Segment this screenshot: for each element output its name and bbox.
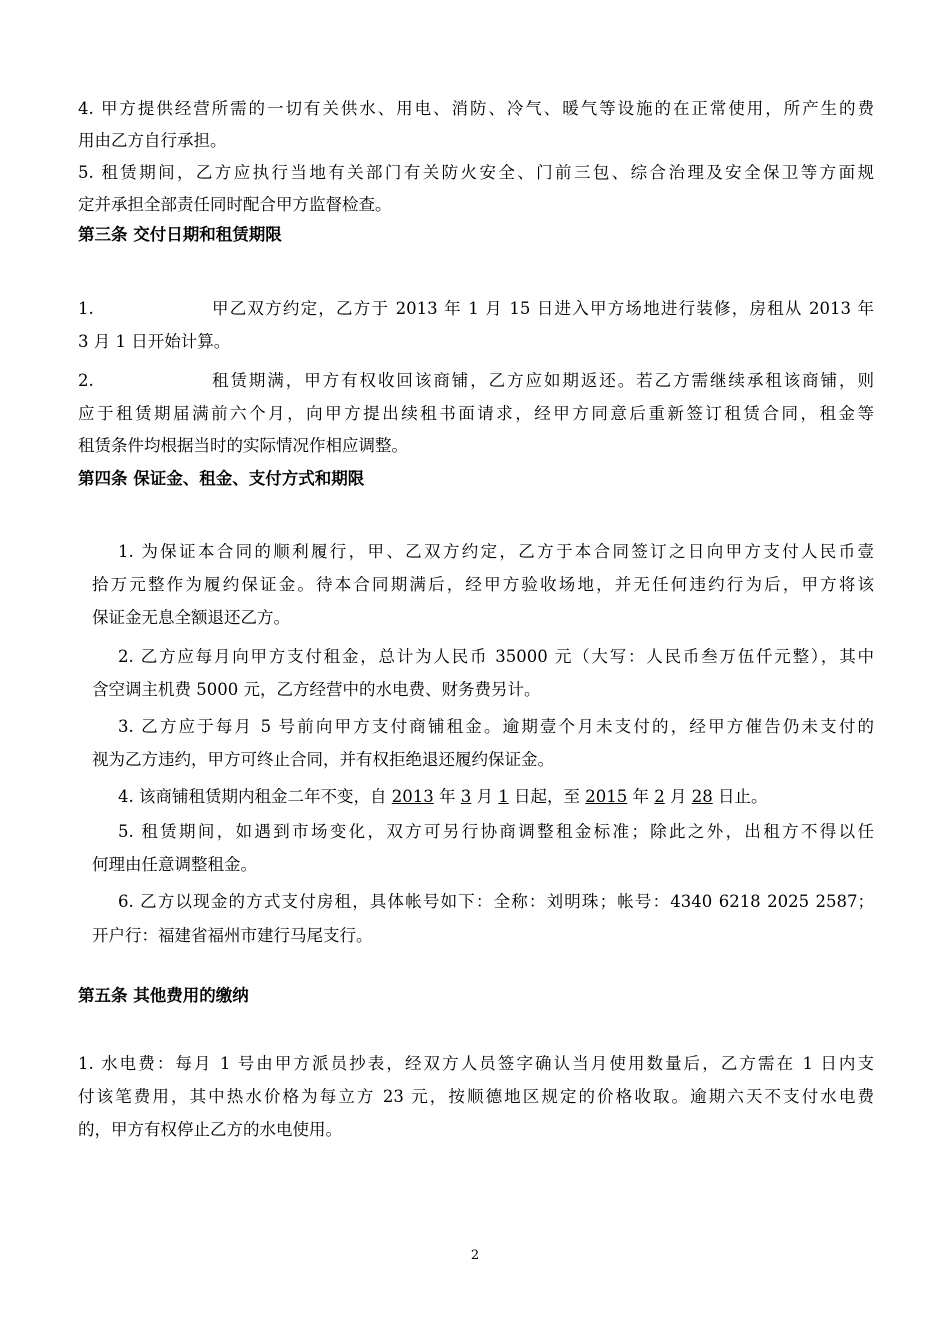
clause-4-1-line-2: 拾万元整作为履约保证金。待本合同期满后，经甲方验收场地，并无任何违约行为后，甲方将该 (92, 575, 874, 594)
text-month-2: 月 (664, 787, 692, 806)
text-month: 月 (471, 787, 499, 806)
clause-4-5-line-2: 何理由任意调整租金。 (92, 855, 257, 874)
clause-3-2-line-2: 应于租赁期届满前六个月，向甲方提出续租书面请求，经甲方同意后重新签订租赁合同，租金等 (78, 404, 874, 423)
start-day: 1 (498, 787, 509, 806)
clause-4-5-line-1: 5. 租赁期间，如遇到市场变化，双方可另行协商调整租金标准；除此之外，出租方不得以任 (118, 822, 874, 841)
clause-5-1-line-2: 付该笔费用，其中热水价格为每立方 23 元，按顺德地区规定的价格收取。逾期六天不支付水电费 (78, 1087, 874, 1106)
end-year: 2015 (585, 787, 628, 806)
clause-4-2-line-2: 含空调主机费 5000 元，乙方经营中的水电费、财务费另计。 (92, 680, 541, 699)
page-number: 2 (470, 1248, 480, 1263)
clause-4-1-line-1: 1. 为保证本合同的顺利履行，甲、乙双方约定，乙方于本合同签订之日向甲方支付人民币壹 (118, 542, 874, 561)
clause-4-2-line-1: 2. 乙方应每月向甲方支付租金，总计为人民币 35000 元（大写：人民币叁万伍仟元整），其中 (118, 647, 874, 666)
clause-5-1-line-3: 的，甲方有权停止乙方的水电使用。 (78, 1120, 342, 1139)
clause-3-1-line-1: 甲乙双方约定，乙方于 2013 年 1 月 15 日进入甲方场地进行装修，房租从 2013 年 (212, 299, 874, 318)
clause-3-2-line-3: 租赁条件均根据当时的实际情况作相应调整。 (78, 436, 408, 455)
clause-3-1-number: 1. (78, 299, 94, 318)
clause-3-1-line-2: 3 月 1 日开始计算。 (78, 332, 231, 351)
end-month: 2 (654, 787, 665, 806)
clause-5-1-line-1: 1. 水电费：每月 1 号由甲方派员抄表，经双方人员签字确认当月使用数量后，乙方需在 1 日内支 (78, 1054, 874, 1073)
text-until: 日止。 (712, 787, 768, 806)
clause-4-3-line-2: 视为乙方违约，甲方可终止合同，并有权拒绝退还履约保证金。 (92, 750, 554, 769)
clause-4-6-line-1: 6. 乙方以现金的方式支付房租，具体帐号如下：全称：刘明珠；帐号：4340 6218 2025 2587； (118, 892, 874, 911)
clause-4-6-line-2: 开户行：福建省福州市建行马尾支行。 (92, 926, 373, 945)
clause-2-4-line-2: 用由乙方自行承担。 (78, 131, 227, 150)
clause-4-4-prefix: 4. 该商铺租赁期内租金二年不变，自 (118, 787, 392, 806)
text-year-2: 年 (627, 787, 655, 806)
clause-3-2-number: 2. (78, 371, 94, 390)
section-3-heading: 第三条 交付日期和租赁期限 (78, 225, 282, 244)
clause-2-4-line-1: 4. 甲方提供经营所需的一切有关供水、用电、消防、冷气、暖气等设施的在正常使用，所产生的费 (78, 99, 874, 118)
text-year: 年 (433, 787, 461, 806)
text-from: 日起，至 (508, 787, 586, 806)
clause-2-5-line-2: 定并承担全部责任同时配合甲方监督检查。 (78, 195, 392, 214)
clause-4-1-line-3: 保证金无息全额退还乙方。 (92, 608, 290, 627)
clause-4-4 (118, 786, 767, 808)
section-4-heading: 第四条 保证金、租金、支付方式和期限 (78, 469, 365, 488)
clause-4-3-line-1: 3. 乙方应于每月 5 号前向甲方支付商铺租金。逾期壹个月未支付的，经甲方催告仍未支付的 (118, 717, 874, 736)
end-day: 28 (691, 787, 713, 806)
start-year: 2013 (391, 787, 434, 806)
start-month: 3 (460, 787, 472, 806)
clause-3-2-line-1: 租赁期满，甲方有权收回该商铺，乙方应如期返还。若乙方需继续承租该商铺，则 (212, 371, 874, 390)
section-5-heading: 第五条 其他费用的缴纳 (78, 986, 249, 1005)
clause-2-5-line-1: 5. 租赁期间，乙方应执行当地有关部门有关防火安全、门前三包、综合治理及安全保卫等方面规 (78, 163, 874, 182)
